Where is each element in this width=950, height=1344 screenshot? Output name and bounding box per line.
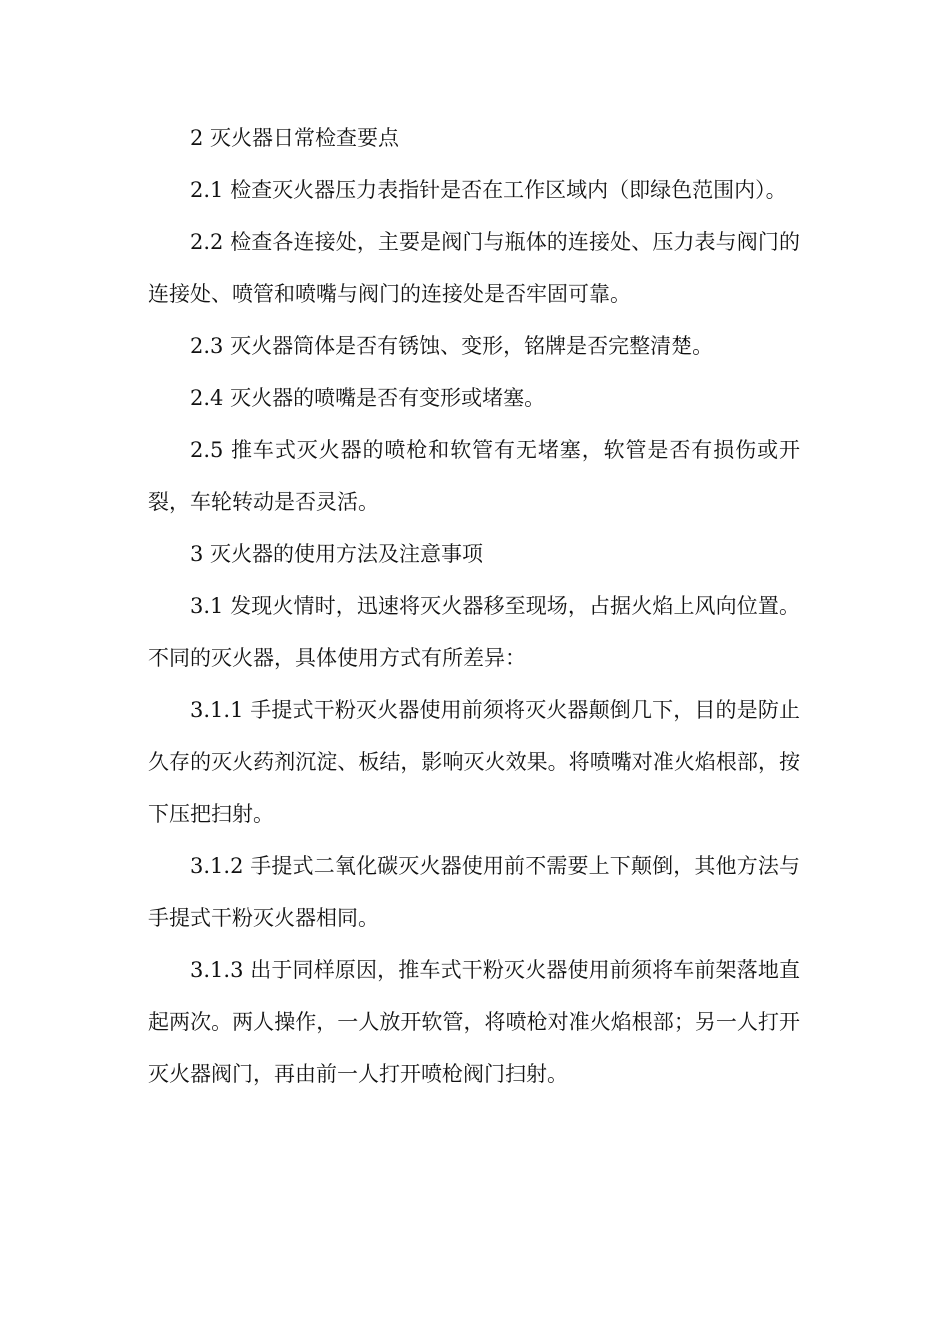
paragraph-3-1-3: 3.1.3 出于同样原因，推车式干粉灭火器使用前须将车前架落地直起两次。两人操作，一人放开软管，将喷枪对准火焰根部；另一人打开灭火器阀门，再由前一人打开喷枪阀门扫射。 — [148, 958, 800, 1086]
paragraph-3-1-2: 3.1.2 手提式二氧化碳灭火器使用前不需要上下颠倒，其他方法与手提式干粉灭火器相同。 — [148, 854, 800, 930]
paragraph-3-1: 3.1 发现火情时，迅速将灭火器移至现场，占据火焰上风向位置。不同的灭火器，具体使用方式有所差异： — [148, 594, 800, 670]
document-body — [148, 112, 800, 1100]
paragraph-2-5: 2.5 推车式灭火器的喷枪和软管有无堵塞，软管是否有损伤或开裂，车轮转动是否灵活。 — [148, 438, 800, 514]
paragraph-2-3: 2.3 灭火器筒体是否有锈蚀、变形，铭牌是否完整清楚。 — [190, 334, 714, 358]
paragraph-2-4: 2.4 灭火器的喷嘴是否有变形或堵塞。 — [190, 386, 546, 410]
section-heading-3: 3 灭火器的使用方法及注意事项 — [190, 542, 484, 566]
paragraph-2-1: 2.1 检查灭火器压力表指针是否在工作区域内（即绿色范围内）。 — [190, 178, 787, 202]
paragraph-3-1-1: 3.1.1 手提式干粉灭火器使用前须将灭火器颠倒几下，目的是防止久存的灭火药剂沉淀、板结，影响灭火效果。将喷嘴对准火焰根部，按下压把扫射。 — [148, 698, 800, 826]
paragraph-2-2: 2.2 检查各连接处，主要是阀门与瓶体的连接处、压力表与阀门的连接处、喷管和喷嘴与阀门的连接处是否牢固可靠。 — [148, 230, 800, 306]
section-heading-2: 2 灭火器日常检查要点 — [190, 126, 400, 150]
